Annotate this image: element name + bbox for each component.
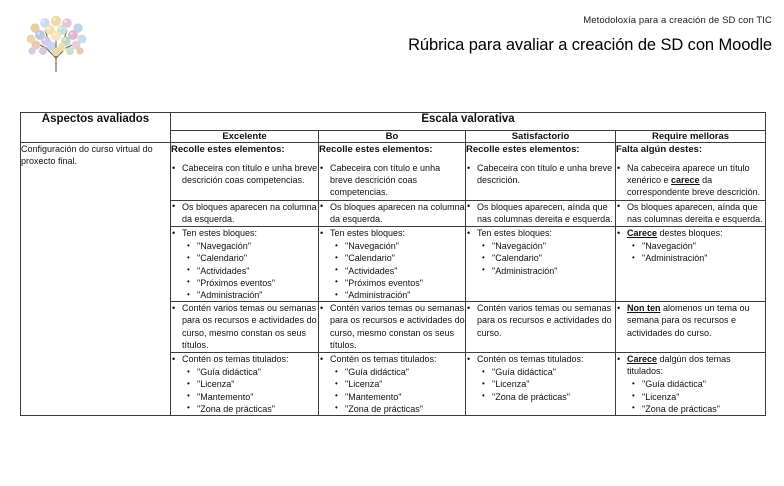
header-level-require-melloras: Require melloras — [616, 131, 766, 143]
list-item: • "Zona de prácticas" — [187, 403, 318, 415]
criterion-list — [319, 302, 465, 351]
list-item: • Contén os temas titulados: — [466, 353, 615, 365]
criterion-cell-r1-require — [616, 143, 766, 201]
list-item: • "Administración" — [632, 252, 765, 264]
list-item: • Contén varios temas ou semanas para os recursos e actividades do curso. — [466, 302, 615, 339]
criterion-cell-r5-excelente — [171, 353, 319, 416]
cell-lead-r1-satisfactorio: Recolle estes elementos: — [466, 144, 580, 155]
list-item: • "Calendario" — [482, 252, 615, 264]
criterion-list — [466, 162, 615, 186]
list-item: • Cabeceira con título e unha breve descrición coas competencias. — [319, 162, 465, 199]
criterion-list — [466, 227, 615, 239]
criterion-sublist — [466, 366, 615, 403]
criterion-list — [616, 353, 765, 377]
criterion-sublist — [616, 378, 765, 415]
list-item: • Ten estes bloques: — [319, 227, 465, 239]
criterion-sublist — [171, 240, 318, 301]
page-title: Rúbrica para avaliar a creación de SD con Moodle — [408, 36, 772, 54]
emphasised-term: Carece — [627, 228, 658, 239]
criterion-cell-r1-bo — [319, 143, 466, 201]
criterion-list — [319, 353, 465, 365]
criterion-list — [616, 227, 765, 239]
list-item: • "Administración" — [335, 289, 465, 301]
criterion-list — [466, 302, 615, 339]
list-item: • "Guía didáctica" — [187, 366, 318, 378]
aspect-cell-configuracion: Configuración do curso virtual do proxecto final. — [21, 143, 171, 416]
criterion-list — [319, 162, 465, 199]
list-item: • Os bloques aparecen, aínda que nas columnas dereita e esquerda. — [466, 201, 615, 225]
criterion-sublist — [171, 366, 318, 415]
list-item: • "Actividades" — [335, 265, 465, 277]
list-item: • "Actividades" — [187, 265, 318, 277]
list-item: • Carece destes bloques: — [616, 227, 765, 239]
criterion-cell-r4-require — [616, 302, 766, 353]
criterion-list — [171, 201, 318, 225]
list-item: • "Licenza" — [482, 378, 615, 390]
table-header-row-top — [21, 113, 766, 131]
criterion-cell-r4-excelente — [171, 302, 319, 353]
list-item: • "Calendario" — [187, 252, 318, 264]
criterion-cell-r3-excelente — [171, 227, 319, 302]
cell-lead-r1-bo: Recolle estes elementos: — [319, 144, 433, 155]
list-item: • "Mantemento" — [335, 391, 465, 403]
criterion-sublist — [466, 240, 615, 277]
list-item: • "Guía didáctica" — [632, 378, 765, 390]
list-item: • "Guía didáctica" — [482, 366, 615, 378]
list-item: • "Navegación" — [632, 240, 765, 252]
criterion-list — [616, 162, 765, 199]
header-aspects-avaliados: Aspectos avaliados — [21, 113, 171, 143]
criterion-cell-r4-satisfactorio — [466, 302, 616, 353]
list-item: • "Zona de prácticas" — [335, 403, 465, 415]
list-item: • Ten estes bloques: — [171, 227, 318, 239]
criterion-cell-r1-excelente — [171, 143, 319, 201]
criterion-cell-r2-require — [616, 200, 766, 226]
criterion-list — [171, 353, 318, 365]
cell-lead-r1-require: Falta algún destes: — [616, 144, 703, 155]
criterion-list — [319, 201, 465, 225]
list-item: • Os bloques aparecen na columna da esquerda. — [319, 201, 465, 225]
criterion-cell-r5-satisfactorio — [466, 353, 616, 416]
list-item: • "Zona de prácticas" — [632, 403, 765, 415]
criterion-list — [616, 201, 765, 225]
list-item: • "Navegación" — [335, 240, 465, 252]
header-level-bo: Bo — [319, 131, 466, 143]
list-item: • Os bloques aparecen na columna da esquerda. — [171, 201, 318, 225]
rubric-table — [20, 112, 766, 416]
header-text-block — [212, 14, 772, 57]
list-item: • Carece dalgún dos temas titulados: — [616, 353, 765, 377]
criterion-cell-r2-bo — [319, 200, 466, 226]
list-item: • Cabeceira con título e unha breve descrición. — [466, 162, 615, 186]
list-item: • Cabeceira con título e unha breve descrición coas competencias. — [171, 162, 318, 186]
criterion-list — [466, 201, 615, 225]
criterion-list — [171, 162, 318, 186]
emphasised-term: Carece — [627, 354, 658, 365]
header-level-satisfactorio: Satisfactorio — [466, 131, 616, 143]
tree-of-spheres-logo — [18, 12, 94, 74]
list-item: • "Licenza" — [632, 391, 765, 403]
list-item: • "Próximos eventos" — [187, 277, 318, 289]
criterion-cell-r2-satisfactorio — [466, 200, 616, 226]
criterion-list — [466, 353, 615, 365]
course-subject-line: Metodoloxía para a creación de SD con TIC — [583, 15, 772, 26]
criterion-sublist — [616, 240, 765, 264]
header-level-excelente: Excelente — [171, 131, 319, 143]
list-item: • Contén varios temas ou semanas para os recursos e actividades do curso, mesmo constan os seus títulos. — [171, 302, 318, 351]
page-header — [0, 0, 784, 100]
list-item: • Os bloques aparecen, aínda que nas columnas dereita e esquerda. — [616, 201, 765, 225]
list-item: • Ten estes bloques: — [466, 227, 615, 239]
list-item: • "Zona de prácticas" — [482, 391, 615, 403]
criterion-list — [319, 227, 465, 239]
cell-lead-r1-excelente: Recolle estes elementos: — [171, 144, 285, 155]
criterion-list — [616, 302, 765, 339]
list-item: • Contén os temas titulados: — [171, 353, 318, 365]
criterion-sublist — [319, 366, 465, 415]
list-item: • "Licenza" — [335, 378, 465, 390]
emphasised-term: carece — [671, 175, 700, 186]
list-item: • Contén os temas titulados: — [319, 353, 465, 365]
criterion-cell-r4-bo — [319, 302, 466, 353]
list-item: • "Administración" — [187, 289, 318, 301]
criterion-cell-r3-bo — [319, 227, 466, 302]
criterion-cell-r5-bo — [319, 353, 466, 416]
list-item: • "Licenza" — [187, 378, 318, 390]
criterion-list — [171, 302, 318, 351]
list-item: • "Navegación" — [187, 240, 318, 252]
emphasised-term: Non ten — [627, 303, 661, 314]
rubric-table-container — [20, 112, 765, 416]
list-item: • "Navegación" — [482, 240, 615, 252]
list-item: • Na cabeceira aparece un título xenérico e carece da correspondente breve descrición. — [616, 162, 765, 199]
criterion-cell-r1-satisfactorio — [466, 143, 616, 201]
table-row — [21, 143, 766, 201]
criterion-cell-r3-satisfactorio — [466, 227, 616, 302]
list-item: • "Guía didáctica" — [335, 366, 465, 378]
criterion-list — [171, 227, 318, 239]
list-item: • Non ten alomenos un tema ou semana para os recursos e actividades do curso. — [616, 302, 765, 339]
criterion-cell-r3-require — [616, 227, 766, 302]
list-item: • "Mantemento" — [187, 391, 318, 403]
list-item: • "Calendario" — [335, 252, 465, 264]
list-item: • Contén varios temas ou semanas para os recursos e actividades do curso, mesmo constan os seus títulos. — [319, 302, 465, 351]
list-item: • "Administración" — [482, 265, 615, 277]
list-item: • "Próximos eventos" — [335, 277, 465, 289]
criterion-cell-r2-excelente — [171, 200, 319, 226]
criterion-cell-r5-require — [616, 353, 766, 416]
criterion-sublist — [319, 240, 465, 301]
header-escala-valorativa: Escala valorativa — [171, 113, 766, 131]
